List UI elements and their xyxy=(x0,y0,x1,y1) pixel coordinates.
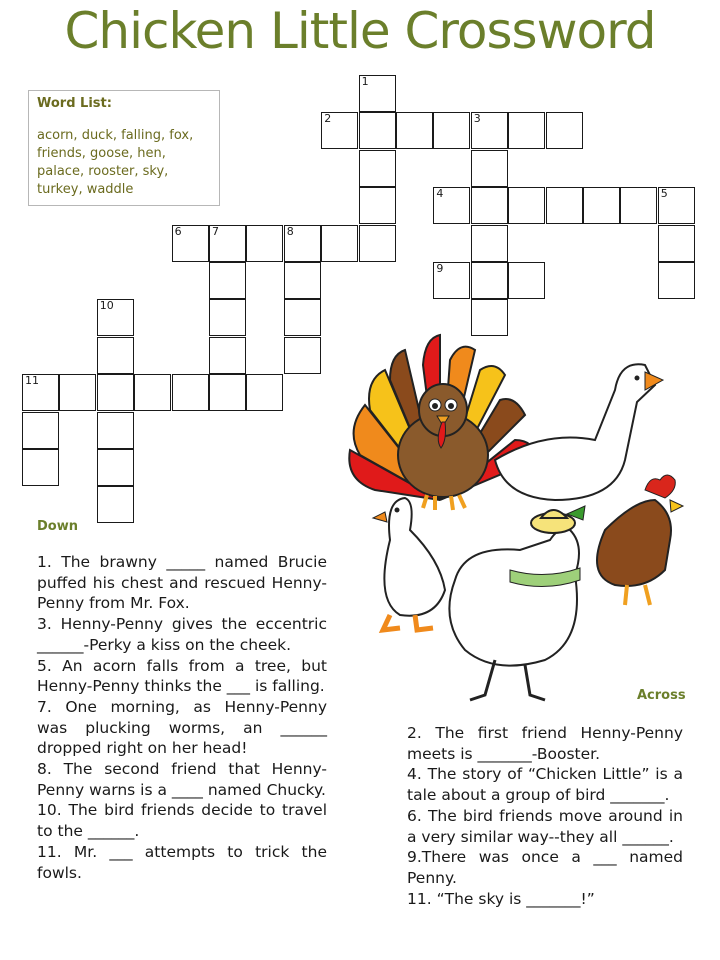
clue-number: 3 xyxy=(473,112,481,126)
crossword-cell[interactable] xyxy=(22,374,59,411)
crossword-cell[interactable] xyxy=(97,337,134,374)
crossword-cell[interactable] xyxy=(172,374,209,411)
crossword-cell[interactable] xyxy=(658,187,695,224)
crossword-cell[interactable] xyxy=(22,449,59,486)
down-clue: 3. Henny-Penny gives the eccentric ______-Perky a kiss on the cheek. xyxy=(37,615,327,654)
duck-icon xyxy=(373,498,445,630)
crossword-cell[interactable] xyxy=(97,486,134,523)
across-clues xyxy=(407,723,683,909)
crossword-cell[interactable] xyxy=(658,262,695,299)
crossword-cell[interactable] xyxy=(658,225,695,262)
crossword-cell[interactable] xyxy=(471,262,508,299)
crossword-cell[interactable] xyxy=(284,262,321,299)
clue-number: 5 xyxy=(660,187,668,201)
across-clue: 6. The bird friends move around in a very similar way--they all ______. xyxy=(407,806,683,846)
clue-number: 6 xyxy=(174,224,182,238)
crossword-cell[interactable] xyxy=(583,187,620,224)
crossword-cell[interactable] xyxy=(471,225,508,262)
rooster-icon xyxy=(597,475,683,605)
goose-icon xyxy=(495,364,663,500)
crossword-cell[interactable] xyxy=(59,374,96,411)
crossword-cell[interactable] xyxy=(321,225,358,262)
hen-icon xyxy=(449,506,585,700)
across-clue: 11. “The sky is _______!” xyxy=(407,889,595,908)
clue-number: 11 xyxy=(25,374,39,388)
crossword-cell[interactable] xyxy=(359,75,396,112)
crossword-cell[interactable] xyxy=(508,262,545,299)
crossword-cell[interactable] xyxy=(246,225,283,262)
crossword-cell[interactable] xyxy=(546,187,583,224)
down-clue: 1. The brawny _____ named Brucie puffed his chest and rescued Henny-Penny from Mr. Fox. xyxy=(37,553,327,613)
across-clue: 9.There was once a ___ named Penny. xyxy=(407,848,683,887)
down-clue: 8. The second friend that Henny-Penny warns is a ____ named Chucky. xyxy=(37,760,327,799)
crossword-cell[interactable] xyxy=(97,299,134,336)
crossword-cell[interactable] xyxy=(284,299,321,336)
crossword-cell[interactable] xyxy=(209,299,246,336)
crossword-cell[interactable] xyxy=(508,112,545,149)
clue-number: 1 xyxy=(361,75,369,88)
crossword-cell[interactable] xyxy=(471,112,508,149)
crossword-cell[interactable] xyxy=(284,225,321,262)
word-list-text: acorn, duck, falling, fox, friends, goose, hen, palace, rooster, sky, turkey, waddle xyxy=(37,128,194,197)
clue-number: 2 xyxy=(324,112,332,126)
crossword-cell[interactable] xyxy=(359,187,396,224)
crossword-cell[interactable] xyxy=(433,262,470,299)
crossword-cell[interactable] xyxy=(620,187,657,224)
clue-number: 9 xyxy=(436,262,444,275)
page-title: Chicken Little Crossword xyxy=(64,2,656,60)
across-clue: 2. The first friend Henny-Penny meets is _______-Booster. xyxy=(407,724,683,763)
crossword-cell[interactable] xyxy=(134,374,171,411)
crossword-cell[interactable] xyxy=(359,112,396,149)
crossword-cell[interactable] xyxy=(209,262,246,299)
down-clue: 10. The bird friends decide to travel to the ______. xyxy=(37,801,327,841)
crossword-cell[interactable] xyxy=(246,374,283,411)
crossword-cell[interactable] xyxy=(209,374,246,411)
down-heading: Down xyxy=(37,519,78,534)
crossword-cell[interactable] xyxy=(359,150,396,187)
crossword-cell[interactable] xyxy=(209,337,246,374)
bird-friends-illustration xyxy=(345,330,690,720)
clue-number: 7 xyxy=(212,224,219,238)
down-clue: 11. Mr. ___ attempts to trick the fowls. xyxy=(37,842,327,882)
crossword-cell[interactable] xyxy=(22,412,59,449)
crossword-cell[interactable] xyxy=(471,187,508,224)
down-clue: 5. An acorn falls from a tree, but Henny-Penny thinks the ___ is falling. xyxy=(37,656,327,696)
clue-number: 4 xyxy=(436,187,444,201)
down-clues xyxy=(37,552,327,883)
crossword-cell[interactable] xyxy=(433,187,470,224)
crossword-cell[interactable] xyxy=(97,449,134,486)
crossword-cell[interactable] xyxy=(396,112,433,149)
crossword-cell[interactable] xyxy=(97,374,134,411)
crossword-cell[interactable] xyxy=(209,225,246,262)
crossword-cell[interactable] xyxy=(172,225,209,262)
clue-number: 10 xyxy=(99,299,114,313)
word-list-title: Word List: xyxy=(37,96,112,111)
crossword-cell[interactable] xyxy=(471,150,508,187)
crossword-cell[interactable] xyxy=(97,412,134,449)
crossword-cell[interactable] xyxy=(359,225,396,262)
word-list-box xyxy=(28,90,220,206)
across-heading: Across xyxy=(637,688,686,703)
crossword-cell[interactable] xyxy=(508,187,545,224)
crossword-cell[interactable] xyxy=(433,112,470,149)
crossword-cell[interactable] xyxy=(284,337,321,374)
down-clue: 7. One morning, as Henny-Penny was plucking worms, an ______ dropped right on her head! xyxy=(37,697,327,758)
crossword-cell[interactable] xyxy=(546,112,583,149)
crossword-cell[interactable] xyxy=(321,112,358,149)
clue-number: 8 xyxy=(286,224,294,238)
across-clue: 4. The story of “Chicken Little” is a tale about a group of bird _______. xyxy=(407,765,683,805)
